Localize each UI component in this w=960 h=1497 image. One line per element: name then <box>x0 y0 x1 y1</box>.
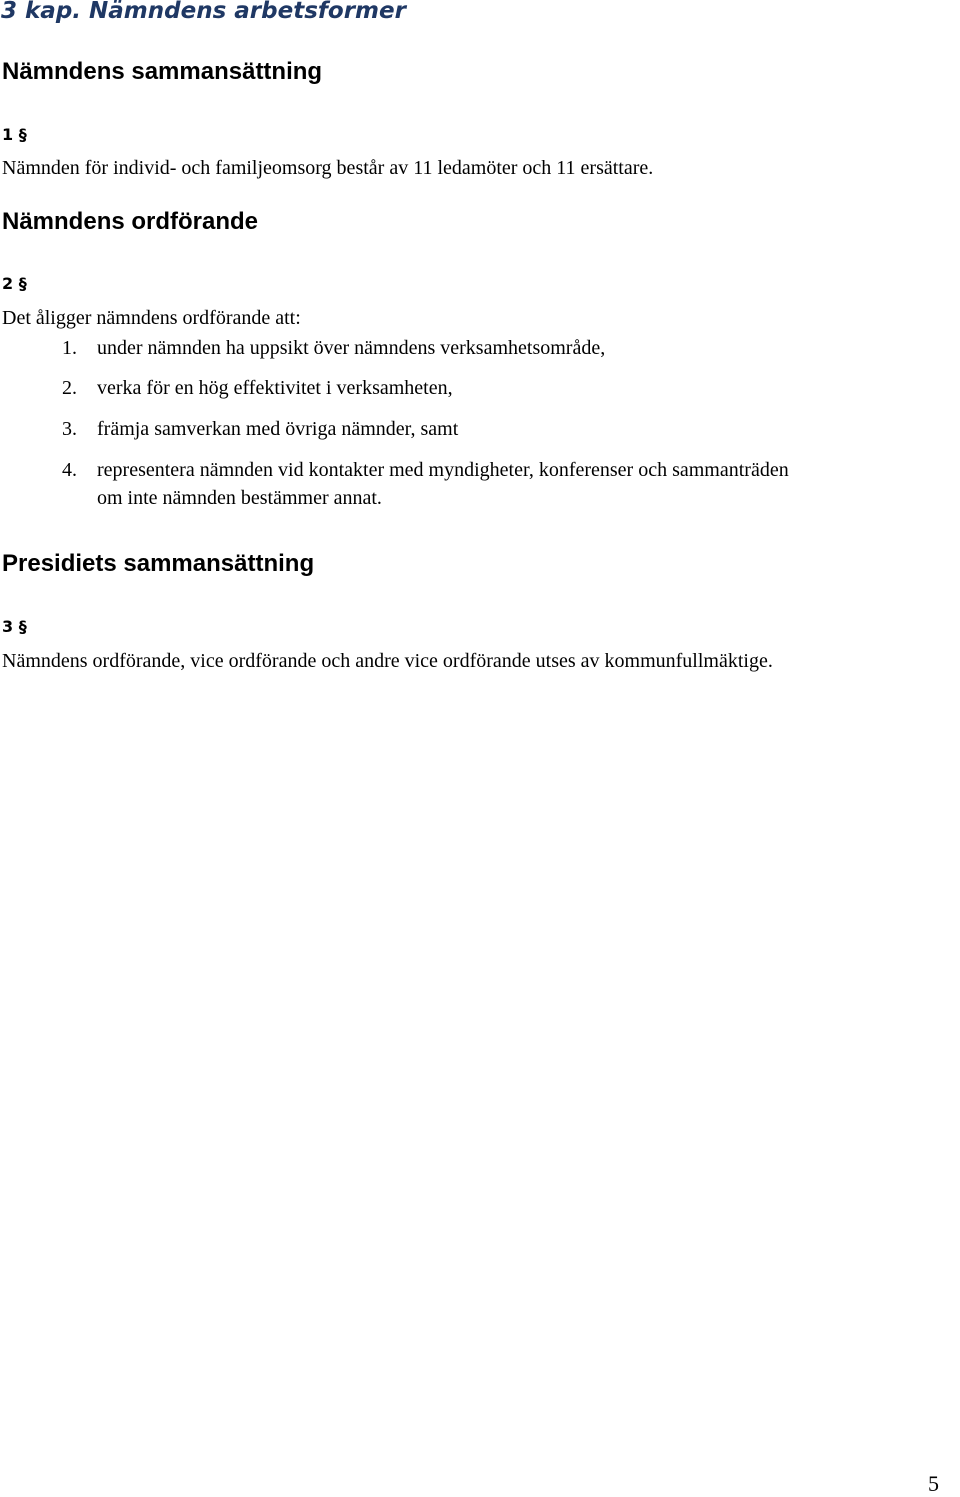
list-item-number: 3. <box>62 418 77 440</box>
list-item-text: främja samverkan med övriga nämnder, samt <box>97 418 459 440</box>
paragraph-label-2: 2 § <box>2 274 27 293</box>
list-item-number: 4. <box>62 459 77 481</box>
list-item-number: 2. <box>62 377 77 399</box>
section-heading-sammansattning: Nämndens sammansättning <box>2 58 323 85</box>
list-item-number: 1. <box>62 337 77 359</box>
list-item-text: under nämnden ha uppsikt över nämndens verksamhetsområde, <box>97 337 606 359</box>
paragraph-text-3: Nämndens ordförande, vice ordförande och andre vice ordförande utses av kommunfullmäktige. <box>2 650 773 672</box>
list-item-text: representera nämnden vid kontakter med myndigheter, konferenser och sammanträden <box>97 459 789 481</box>
paragraph-text-1: Nämnden för individ- och familjeomsorg består av 11 ledamöter och 11 ersättare. <box>2 157 654 179</box>
chapter-title: 3 kap. Nämndens arbetsformer <box>1 0 406 24</box>
paragraph-label-1: 1 § <box>2 125 27 144</box>
page-number: 5 <box>928 1471 939 1496</box>
list-item-text: verka för en hög effektivitet i verksamheten, <box>97 377 453 399</box>
paragraph-intro-2: Det åligger nämndens ordförande att: <box>2 307 301 329</box>
section-heading-ordforande: Nämndens ordförande <box>2 208 259 235</box>
list-item-continuation: om inte nämnden bestämmer annat. <box>97 487 382 509</box>
section-heading-presidiet: Presidiets sammansättning <box>2 550 315 577</box>
paragraph-label-3: 3 § <box>2 617 27 636</box>
